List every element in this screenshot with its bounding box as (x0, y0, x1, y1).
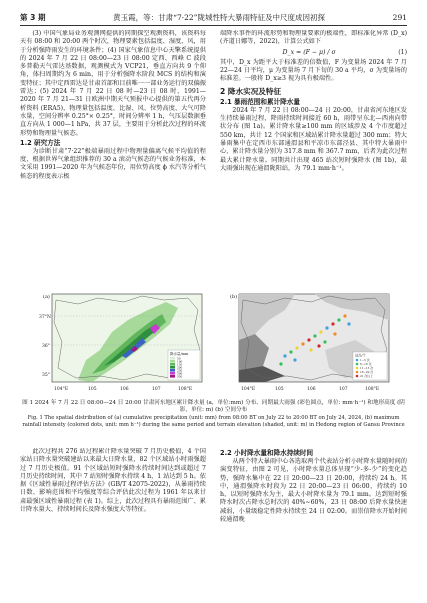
method-paragraph: 为诊断甘肃“7·22”极端暴雨过程中物理量偏离气候平均值的程度，根据世界气象组织推荐的 30 a 滚动气候态的气候业务标准，本文采用 1991—2020 年为气候态年份，用位势高度 ϕ 水汽等分析气候态的程度表示极 (20, 147, 206, 180)
legend-b-label: 21 次以上 (360, 374, 373, 378)
lon-label-b-1: 105 (275, 387, 284, 392)
legend-a-value: 300 (177, 371, 183, 376)
station-dot (331, 322, 334, 325)
panel-b-label: (b) (230, 294, 238, 300)
station-dot (279, 362, 282, 365)
figure-1 (20, 290, 407, 395)
legend-a-swatch (170, 366, 175, 369)
station-dot (301, 342, 304, 345)
lon-label-a-1: 105 (88, 387, 97, 392)
legend-a-title: 降水量/mm (170, 352, 189, 356)
station-dot (289, 350, 292, 353)
panel-a-label: (a) (43, 294, 50, 300)
legend-a (168, 350, 200, 380)
legend-a-swatch (170, 363, 175, 366)
legend-b (353, 352, 387, 380)
right-column-bottom (220, 448, 407, 596)
legend-a-swatch (170, 360, 175, 363)
legend-b-dot (356, 375, 359, 378)
lon-label-a-0: 104°E (54, 387, 69, 392)
lat-label-36: 36° (42, 344, 50, 349)
legend-b-note: 站点/个 (355, 353, 366, 358)
lon-label-a-3: 107 (152, 387, 161, 392)
legend-b-label: 11~15 次 (360, 366, 374, 370)
left-column-top (20, 30, 206, 285)
legend-a-value: 50 (177, 356, 181, 361)
station-dot (293, 358, 296, 361)
formula-number: (1) (398, 48, 407, 56)
legend-b-dot (356, 359, 359, 362)
header-rule (20, 25, 407, 26)
station-dot (319, 330, 322, 333)
rainfall-range-paragraph: 2024 年 7 月 22 日 08:00—24 日 20:00，甘肃省河东地区发生持续暴雨过程，降雨持续时间接近 60 h，雨带呈东北—西南向带状分布 (图 1a)。累计降水量≥100 mm 的区域涉及 4 个市度超过 550 km，共计 12 个国家和区域站累计降水量超过 300 mm；特大暴雨集中在定西市东部通渭县和平凉市东部泾县、其中特大暴雨中心、累计降水量分别为 317.8 mm 和 367.7 mm，后者为此次过程最大累计降水量。同期共计出现 465 站次短时强降水 (图 1b)，最大雨强出现在通渭陇阳站，为 79.1 mm·h⁻¹。 (220, 106, 407, 172)
legend-b-label: 6~10 次 (360, 362, 372, 366)
legend-a-value: 100 (177, 359, 183, 364)
page-header (20, 10, 407, 24)
station-dot (317, 344, 320, 347)
legend-a-value: 250 (177, 368, 183, 373)
station-dot (325, 326, 328, 329)
figure-1a-map (38, 290, 206, 395)
station-dot (333, 332, 336, 335)
figure-1b-map (225, 290, 393, 395)
legend-a-value: 200 (177, 365, 183, 370)
legend-b-dot (356, 367, 359, 370)
legend-a-swatch (170, 372, 175, 375)
lon-label-a-4: 108°E (178, 387, 193, 392)
extreme-stats-paragraph: 此次过程共 276 站过程累计降水量突破 7 月历史极值，4 个国家站日降水量突破建站以来最大日降水量，82 个区域站小时雨强超过 7 月历史极值。91 个区域站短时强降水持续时间达到或超过 7 月历史持续时间，其中 7 站短时强降水持续 4 h，1 站达到 5 h。依据《区域性暴雨过程评估方法》(GB/T 42075-2022)，从暴雨持续日数、影响范围和平均强度等综合评估此次过程为 1961 年以来甘肃最强区域性暴雨过程 (表 1)。综上，此次过程具有暴雨范围广、累计降水量大、持续时间长及降水强度大等特征。 (20, 448, 206, 514)
figure-caption-en: Fig. 1 The spatial distribution of (a) cumulative precipitation (unit: mm) from 08:00 BT on July 22 to 20:00 BT on July 24, 2024, (b) maximum rainfall intensity (colored dots, unit: mm h⁻¹) during the same period and terrain elevation (shaded, unit: m) in Hedong region of Gansu Province (22, 414, 405, 428)
legend-b-dot (356, 363, 359, 366)
page-number: 291 (392, 12, 407, 22)
left-column-bottom (20, 448, 206, 596)
station-dot (323, 340, 326, 343)
legend-b-dot (356, 371, 359, 374)
lat-label-37: 37°N (39, 315, 51, 320)
station-dot (307, 338, 310, 341)
formula (220, 49, 407, 57)
legend-a-value: 350 (177, 374, 183, 379)
legend-a-swatch (170, 357, 175, 360)
right-column-top (220, 30, 407, 285)
station-dot (283, 354, 286, 357)
legend-a-swatch (170, 369, 175, 372)
station-dot (309, 348, 312, 351)
legend-a-swatch (170, 375, 175, 378)
issue-number: 第 3 期 (20, 12, 46, 22)
legend-a-value: 150 (177, 362, 183, 367)
section-heading-2: 2 降水实况及特征 (220, 86, 282, 96)
station-dot (343, 314, 346, 317)
lon-label-b-2: 106 (307, 387, 316, 392)
section-heading-2-1: 2.1 暴雨范围和累计降水量 (220, 97, 300, 106)
station-dot (347, 322, 350, 325)
lon-label-b-3: 107 (339, 387, 348, 392)
section-heading-method: 1.2 研究方法 (20, 138, 61, 147)
lat-label-35: 35° (42, 373, 50, 378)
station-dot (295, 346, 298, 349)
hourly-rain-paragraph: 从两个特大暴雨中心各选取两个代表站分析小时降水量随时间的演变特征，由图 2 可见，小时降水量总体呈现“少-多-少”的变化趋势，强降水集中在 22 日 20:00—23 日 20:00，持续约 24 h。其中，通渭强降水时段为 22 日 20:00—23 日 06:00，持续约 10 h，以短时强降水为主，最大小时降水量为 79.1 mm。达到短时强降水时次占降水总时次的 40%~60%，23 日 08:00 后降水量快速减弱，小量级稳定性降水持续至 24 日 02:00。而崇信降水开始时间较通渭晚 (220, 458, 407, 524)
station-dot (313, 334, 316, 337)
figure-caption-cn: 图 1 2024 年 7 月 22 日 08:00—24 日 20:00 甘肃河东地区累计降水量 (a，单位:mm) 分布、同期最大雨强 (彩色圆点，单位: mm·h⁻¹) 和地形高度 (阴影，单位: m) (b) 空间分布 (22, 400, 405, 414)
data-sources-paragraph: (3) 中国气象局业务观测网提供的同期探空观测资料，该资料每天有 08:00 和 20:00 两个时次，物理要素包括温度、湿度、风，用于分析强降雨发生的环境条件；(4) 国家气象信息中心天擎系统提供的 2024 年 7 月 22 日 08:00—23 日 08:00 定西、西峰 C 波段多普勒天气雷达基数据，观测模式为 VCP21，垂直方向共 9 个仰角，体扫周期约为 6 min，用于分析强降水阶段 MCS 的结构和演变特征；其中定西雷达是甘肃首部和目前唯一一部业务运行的双偏振雷达；(5) 2024 年 7 月 22 日 08 时—23 日 08 时、1991—2020 年 7 月 21—31 日欧洲中期天气预报中心提供的第五代再分析资料 (ERA5)，物理量包括温度、比湿、风、位势高度、大气可降水量，空间分辨率 0.25°× 0.25°，时间分辨率 1 h，气压层数据垂直方向从 1 000—1 hPa，共 37 层，主要用于分析此次过程的环流形势和物理量气候态。 (20, 30, 206, 137)
station-dot (337, 318, 340, 321)
formula-intro: 端降水事件的环流形势和物理量要素的极端性，即标准化异常 (D_x) (齐道日娜等，2022)，计算公式如下 (220, 30, 407, 46)
figure-caption (20, 400, 407, 429)
legend-b-label: 16~20 次 (360, 370, 374, 374)
running-title: 黄玉霞，等：甘肃“7·22”陇城性特大暴雨特征及中尺度成因初探 (113, 12, 325, 22)
section-heading-2-2: 2.2 小时降水量和降水持续时间 (220, 449, 314, 457)
lon-label-b-0: 104°E (241, 387, 256, 392)
lon-label-b-4: 108°E (365, 387, 380, 392)
formula-expression: D_x = (F − μ) / σ (282, 48, 336, 56)
lon-label-a-2: 106 (120, 387, 129, 392)
formula-explanation: 其中，D_x 为距平大于标准差的倍数值，F 为变量场 2024 年 7 月 22—24 日平均，μ 为变量场 7 月下旬的 30 a 平均，σ 为变量场的标准差。一般将 D_x≥3 视为具有极端性。 (220, 58, 407, 83)
legend-b-label: 1~5 次 (360, 358, 370, 362)
